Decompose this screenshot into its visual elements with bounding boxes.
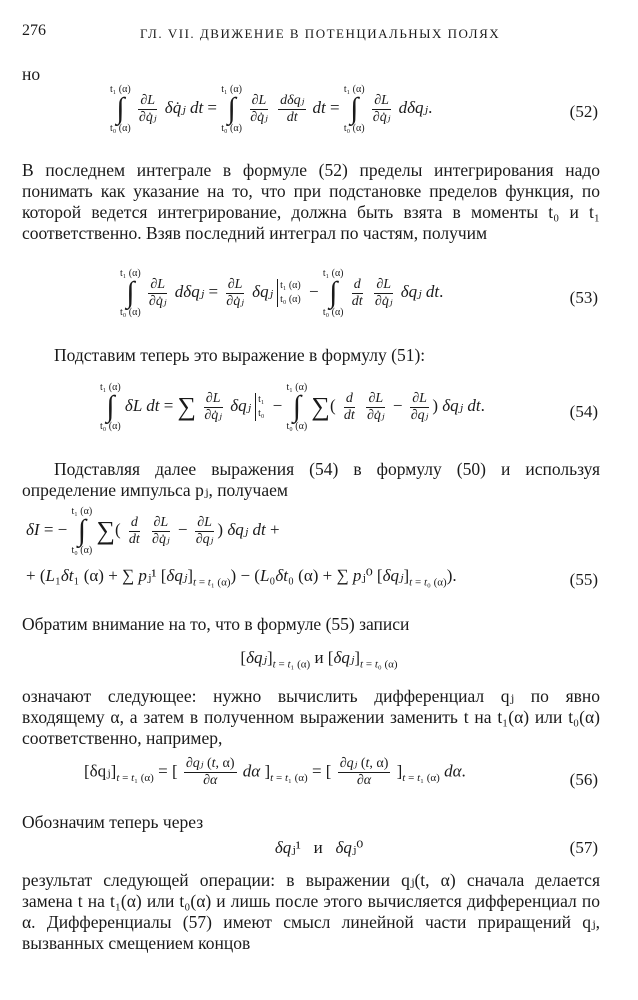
paragraph-4: Обратим внимание на то, что в формуле (55) записи <box>22 614 410 634</box>
paragraph-1: В последнем интеграле в формуле (52) пределы интегрирования надо понимать как указание на то, что при подстановке пределов функция, по которой ведется интегрирование, должна быть взята в моменты t₀ и t₁ соответственно. Взяв последний интеграл по частям, получим <box>22 160 600 243</box>
paragraph-2: Подставим теперь это выражение в формулу (51): <box>54 345 426 365</box>
eq-number-56: (56) <box>569 770 598 789</box>
equation-57: δqⱼ¹ и δqⱼ⁰ <box>274 838 364 857</box>
eq-number-52: (52) <box>569 102 598 121</box>
equation-55-line-2: + (L₁δt₁ (α) + ∑ pⱼ¹ $[\delta qⱼ]_{t = t_1 (\alpha)}) - (L_0\delta t_0$ (α) + ∑ pⱼ⁰ $[\delta qⱼ]_{t = t_0 (\alpha)}$). <box>26 566 457 589</box>
running-header: ГЛ. VII. ДВИЖЕНИЕ В ПОТЕНЦИАЛЬНЫХ ПОЛЯХ <box>140 26 501 41</box>
equation-54: t₁ (α) ∫ t₀ (α) δL dt = ∑ $\frac{\partial L}{\text{∂q̇ⱼ}}$ δqⱼ t₁ t₀ − t₁ (α) ∫ t₀ (α) ∑( $\frac{d}{dt}$ $\frac{\partial L}{\text{∂q̇ⱼ}}$ − $\frac{\partial L}{\text{∂qⱼ}}$ ) δqⱼ dt. <box>100 382 485 432</box>
records-and: и <box>314 648 324 667</box>
records-expression: $[\delta qⱼ]_{t = t_1 (\alpha)}$ и $[\delta qⱼ]_{t = t_0 (\alpha)}$ <box>240 648 398 671</box>
paragraph-3: Подставляя далее выражения (54) в формулу (50) и используя определение импульса pⱼ, получаем <box>22 459 600 500</box>
eq57-and: и <box>313 838 323 857</box>
paragraph-6: Обозначим теперь через <box>22 812 204 832</box>
paragraph-7: результат следующей операции: в выражении qⱼ(t, α) сначала делается замена t на t₁(α) или t₀(α) и лишь после этого вычисляется дифференциал по α. Дифференциалы (57) имеют смысл линейной части приращений qⱼ, вызванных смещением концов <box>22 870 600 953</box>
eq56-prefix: [δqⱼ] <box>84 761 117 781</box>
eq-number-57: (57) <box>569 838 598 857</box>
equation-55-line-1: δI = − t₁ (α) ∫ t₀ (α) ∑( $\frac{d}{dt}$ $\frac{\partial L}{\text{∂q̇ⱼ}}$ − $\frac{\partial L}{\text{∂qⱼ}}$ ) δqⱼ dt + <box>26 506 280 556</box>
equation-52: t₁ (α) ∫ t₀ (α) $\frac{\partial L}{\text{∂q̇ⱼ}}$ δq̇ⱼ dt = t₁ (α) ∫ t₀ (α) $\frac{\partial L}{\text{∂q̇ⱼ}}$ dδqⱼ dt dt = t₁ (α) ∫ t₀ (α) $\frac{\partial L}{\text{∂q̇ⱼ}}$ dδqⱼ. <box>110 84 433 134</box>
word-no: но <box>22 64 41 84</box>
equation-53: t₁ (α) ∫ t₀ (α) $\frac{\partial L}{\text{∂q̇ⱼ}}$ dδqⱼ = $\frac{\partial L}{\text{∂q̇ⱼ}}$ δqⱼ t₁ (α) t₀ (α) − t₁ (α) ∫ t₀ (α) $\frac{d}{dt}$ $\frac{\partial L}{\text{∂q̇ⱼ}}$ δqⱼ dt. <box>120 268 444 318</box>
eq-number-55: (55) <box>569 570 598 589</box>
equation-56: $[\delta qⱼ]_{t = t_1 (\alpha)}$ = [ $\frac{\text{∂qⱼ (t, α)}}{\partial\alpha}$ dα ]$_{t = t_1 (\alpha)}$ = [ $\frac{\text{∂qⱼ (t, α)}}{\partial\alpha}$ ]$_{t = t_1 (\alpha)}$ dα. <box>84 756 466 788</box>
eq-number-53: (53) <box>569 288 598 307</box>
paragraph-5: означают следующее: нужно вычислить дифференциал qⱼ по явно входящему α, а затем в полученном выражении заменить t на t₁(α) или t₀(α) соответственно, например, <box>22 686 600 748</box>
page-number: 276 <box>22 22 46 39</box>
eq-number-54: (54) <box>569 402 598 421</box>
